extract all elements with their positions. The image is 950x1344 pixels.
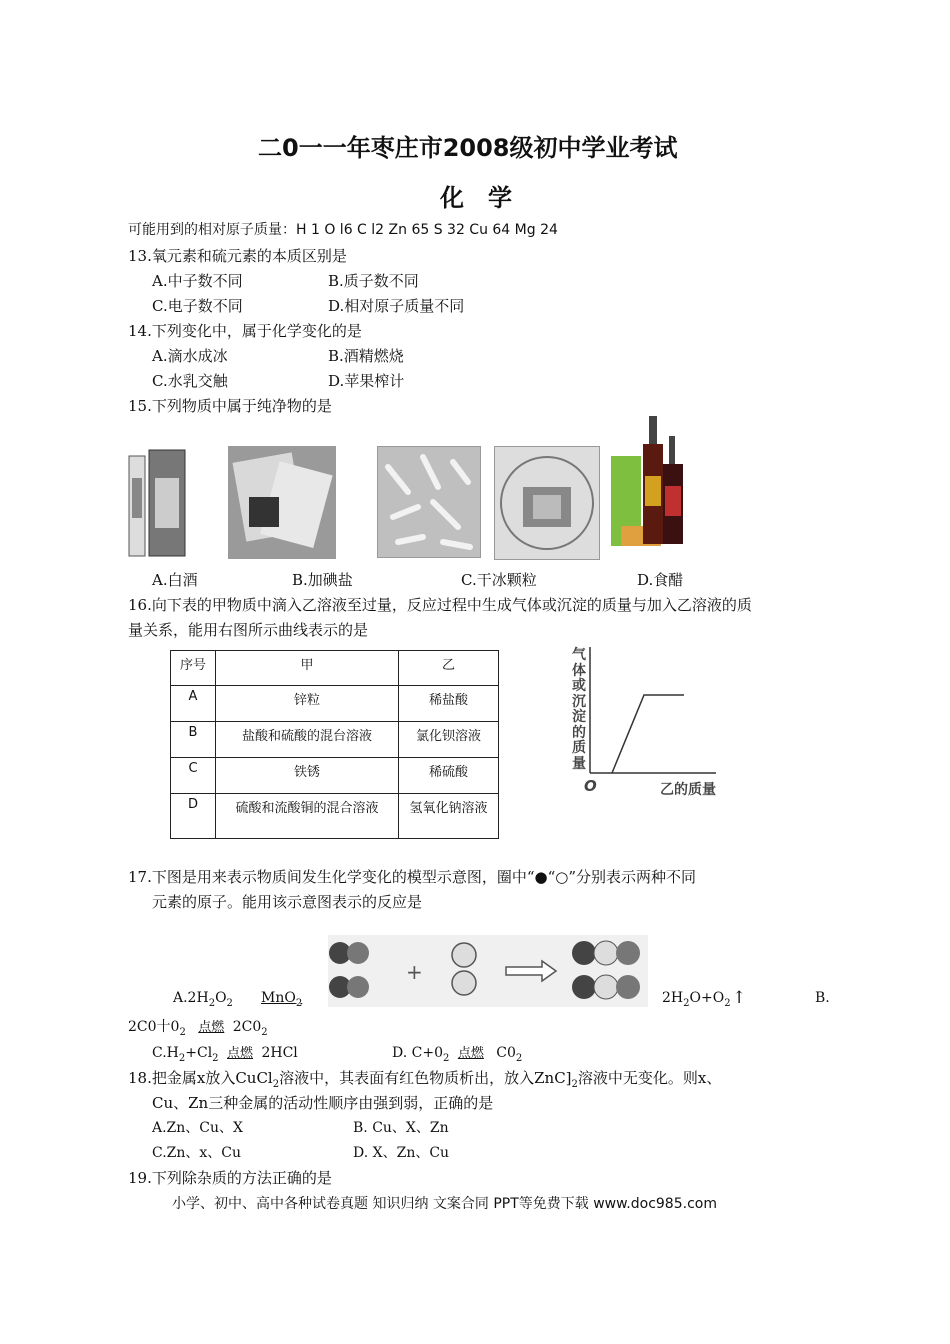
q18-option-a: A.Zn、Cu、X	[152, 1120, 243, 1136]
table-header-cell: 甲	[216, 651, 399, 686]
q13-option-b: B.质子数不同	[328, 272, 419, 290]
q17-stem-line1: 17.下图是用来表示物质间发生化学变化的模型示意图，圈中“●“○”分别表示两种不同	[128, 868, 697, 886]
q15-stem: 15.下列物质中属于纯净物的是	[128, 397, 332, 415]
graph-y-label: 气体或沉淀的质量	[572, 647, 586, 772]
vinegar-photo	[611, 416, 687, 548]
footer-text: 小学、初中、高中各种试卷真题 知识归纳 文案合同 PPT等免费下载 www.doc985.com	[172, 1196, 717, 1212]
stamp-photo	[494, 446, 600, 560]
q17-option-b: 2C0十$0_2$ 点燃 $2C0_2$	[128, 1019, 268, 1038]
q15-option-d: D.食醋	[637, 571, 684, 589]
q18-option-d: D. X、Zn、Cu	[353, 1145, 450, 1161]
table-cell: 铁锈	[216, 758, 399, 794]
table-row	[171, 794, 499, 839]
reaction-curve	[612, 695, 684, 773]
table-cell: B	[171, 722, 216, 758]
q17-option-d-condition: 点燃	[457, 1046, 484, 1061]
q13-option-d: D.相对原子质量不同	[328, 297, 465, 315]
q17-option-b-condition: 点燃	[198, 1020, 225, 1035]
iodized-salt-photo	[228, 446, 336, 559]
atomic-masses: 可能用到的相对原子质量：H 1 O l6 C l2 Zn 65 S 32 Cu 64 Mg 24	[128, 222, 558, 238]
table-cell: 氢氧化钠溶液	[399, 794, 499, 839]
graph-x-label: 乙的质量	[660, 782, 716, 798]
q16-table	[170, 650, 499, 839]
q15-option-c: C.干冰颗粒	[461, 571, 537, 589]
baijiu-photo	[127, 448, 187, 558]
gas-arrow: ↑	[732, 988, 747, 1008]
table-cell: 稀盐酸	[399, 686, 499, 722]
q18-option-b: B. Cu、X、Zn	[353, 1120, 449, 1136]
table-cell: 硫酸和流酸铜的混合溶液	[216, 794, 399, 839]
dry-ice-photo	[377, 446, 481, 558]
table-cell: 盐酸和硫酸的混台溶液	[216, 722, 399, 758]
q14-option-a: A.滴水成冰	[152, 347, 228, 365]
table-cell: D	[171, 794, 216, 839]
q13-option-c: C.电子数不同	[152, 297, 243, 315]
table-cell: 锌粒	[216, 686, 399, 722]
table-cell: 氯化钡溶液	[399, 722, 499, 758]
q16-stem-line2: 量关系，能用右图所示曲线表示的是	[128, 621, 369, 639]
graph-origin: O	[584, 777, 597, 795]
q17-option-c: $C.H_2+Cl_2$ 点燃 2HCl	[152, 1045, 298, 1064]
q15-option-a: A.白酒	[152, 571, 198, 589]
q17-molecule-diagram	[328, 935, 648, 1007]
q13-stem: 13.氧元素和硫元素的本质区别是	[128, 247, 347, 265]
table-row	[171, 686, 499, 722]
table-row	[171, 651, 499, 686]
table-cell: A	[171, 686, 216, 722]
subject-title: 化 学	[440, 184, 512, 212]
q18-stem-line1: 18.把金属x放入CuCl$_2$溶液中，其表面有红色物质析出，放入$ZnC]_2$溶液中无变化。则x、	[128, 1069, 722, 1090]
q18-stem-line2: Cu、Zn三种金属的活动性顺序由强到弱，正确的是	[152, 1094, 494, 1112]
table-header-cell: 乙	[399, 651, 499, 686]
q17-option-b-label: B.	[815, 990, 830, 1006]
table-row	[171, 758, 499, 794]
q18-option-c: C.Zn、x、Cu	[152, 1145, 242, 1161]
q13-option-a: A.中子数不同	[152, 272, 243, 290]
q17-option-d: D. $C+0_2$ 点燃 $C0_2$	[392, 1045, 523, 1064]
q14-stem: 14.下列变化中，属于化学变化的是	[128, 322, 362, 340]
page-title: 二0一一年枣庄市2008级初中学业考试	[258, 134, 678, 162]
table-cell: C	[171, 758, 216, 794]
plus-sign: +	[406, 960, 423, 984]
q17-option-c-condition: 点燃	[227, 1046, 254, 1061]
q15-option-b: B.加碘盐	[292, 571, 353, 589]
q16-stem-line1: 16.向下表的甲物质中滴入乙溶液至过量，反应过程中生成气体或沉淀的质量与加入乙溶液的质	[128, 596, 752, 614]
q17-option-a-products: $2H_2O+O_2$	[662, 990, 731, 1009]
q17-stem-line2: 元素的原子。能用该示意图表示的反应是	[152, 893, 423, 911]
table-cell: 稀硫酸	[399, 758, 499, 794]
q19-stem: 19.下列除杂质的方法正确的是	[128, 1169, 332, 1187]
q14-option-b: B.酒精燃烧	[328, 347, 404, 365]
q17-option-a-condition: MnO$_2$	[261, 990, 303, 1009]
table-row	[171, 722, 499, 758]
q14-option-d: D.苹果榨计	[328, 372, 405, 390]
table-header-cell: 序号	[171, 651, 216, 686]
q14-option-c: C.水乳交触	[152, 372, 228, 390]
q17-option-a: $A.2H_2O_2$	[173, 990, 233, 1009]
